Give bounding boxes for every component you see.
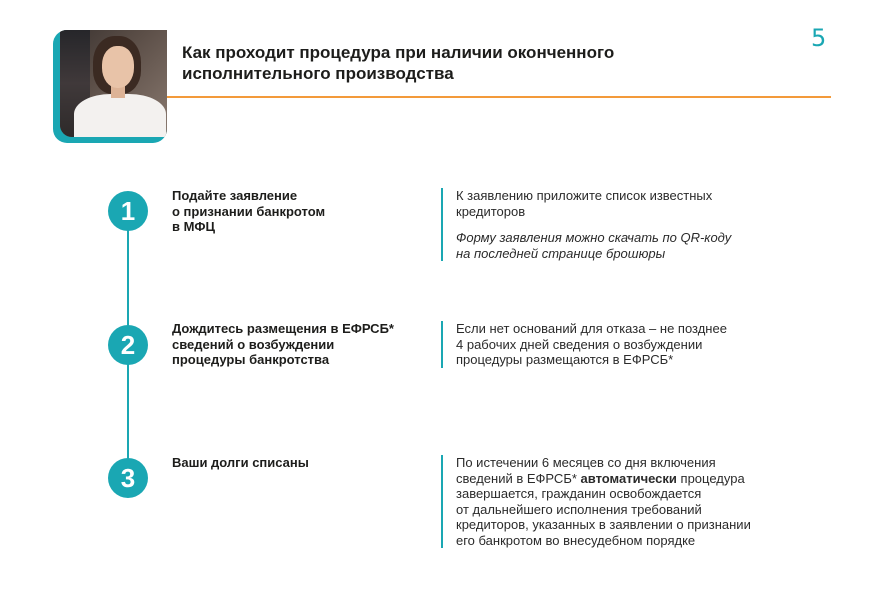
step-2-number: 2	[108, 325, 148, 365]
step-3-description	[441, 455, 826, 548]
portrait-photo	[60, 30, 167, 137]
step-1-note: Форму заявления можно скачать по QR-коду на последней странице брошюры	[456, 230, 732, 261]
step-3-title: Ваши долги списаны	[172, 455, 309, 470]
step-2-text: Если нет оснований для отказа – не позднее 4 рабочих дней сведения о возбуждении процедуры размещаются в ЕФРСБ*	[456, 321, 727, 367]
step-1-number: 1	[108, 191, 148, 231]
title-divider	[167, 96, 831, 98]
portrait-frame	[53, 30, 167, 143]
step-1-title: Подайте заявление о признании банкротом в МФЦ	[172, 188, 326, 234]
step-3-text-start: По истечении 6 месяцев со дня включения сведений в ЕФРСБ*	[456, 455, 716, 486]
step-3-text-bold: автоматически	[580, 470, 677, 486]
step-3-number: 3	[108, 458, 148, 498]
page-number: 5	[811, 24, 827, 52]
step-2-title: Дождитесь размещения в ЕФРСБ* сведений о возбуждении процедуры банкротства	[172, 321, 394, 367]
step-3-text	[456, 455, 826, 548]
step-1-text: К заявлению приложите список известных кредиторов	[456, 188, 713, 219]
step-1-description	[441, 188, 826, 261]
step-3-text-end: процедура завершается, гражданин освобождается от дальнейшего исполнения требований кредиторов, указанных в заявлении о признании его банкротом во внесудебном порядке	[456, 470, 751, 548]
page-title: Как проходит процедура при наличии оконченного исполнительного производства	[182, 43, 615, 83]
step-2-description	[441, 321, 826, 368]
